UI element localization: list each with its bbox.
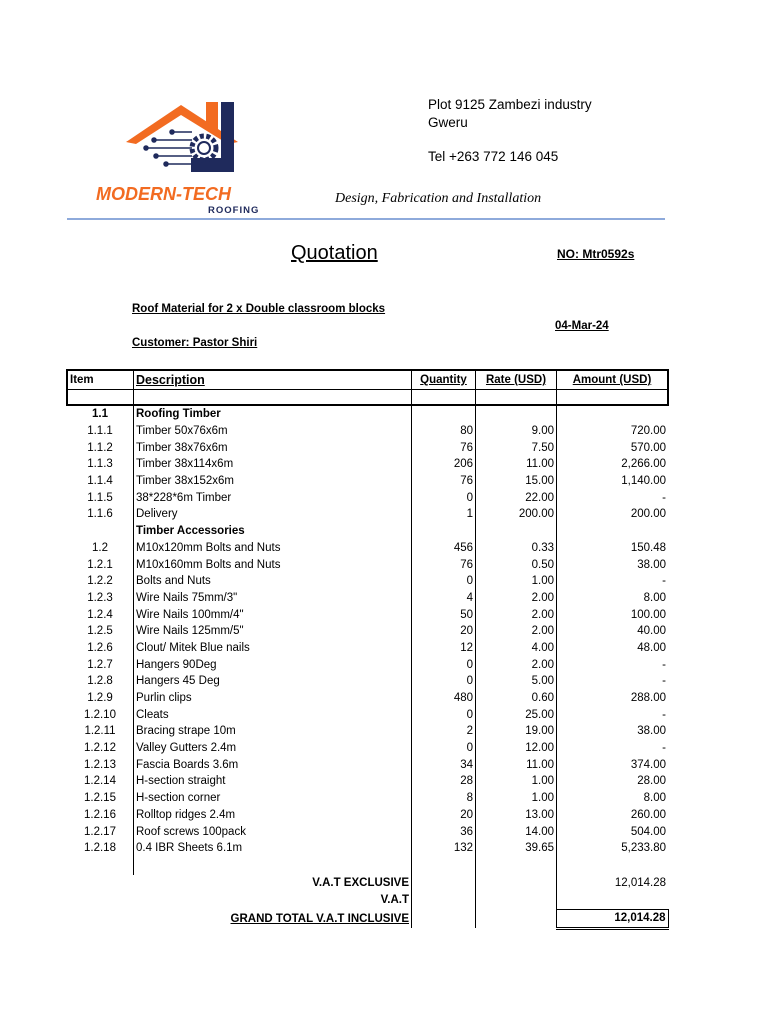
table-body xyxy=(67,405,668,857)
table-row xyxy=(67,823,668,840)
description-cell: Fascia Boards 3.6m xyxy=(134,756,412,773)
amount-cell: 38.00 xyxy=(637,558,666,571)
description-cell: Timber 38x114x6m xyxy=(134,456,412,473)
table-row xyxy=(67,556,668,573)
quotation-subject: Roof Material for 2 x Double classroom blocks xyxy=(132,303,386,315)
item-cell: 1.1 xyxy=(92,408,108,421)
amount-cell: - xyxy=(662,491,666,504)
amount-cell: 38.00 xyxy=(637,725,666,738)
description-cell: Valley Gutters 2.4m xyxy=(134,740,412,757)
rate-cell: 1.00 xyxy=(476,790,557,807)
item-cell: 1.2.16 xyxy=(84,808,116,821)
quantity-cell: 0 xyxy=(412,740,476,757)
rate-cell: 200.00 xyxy=(476,506,557,523)
quantity-cell xyxy=(412,405,476,423)
quantity-cell: 8 xyxy=(412,790,476,807)
grand-total-value: 12,014.28 xyxy=(557,909,669,928)
amount-cell: - xyxy=(662,708,666,721)
description-cell: Hangers 90Deg xyxy=(134,656,412,673)
description-cell: Timber 38x76x6m xyxy=(134,439,412,456)
item-cell: 1.2.2 xyxy=(87,575,113,588)
rate-cell: 9.00 xyxy=(476,423,557,440)
item-cell: 1.1.3 xyxy=(87,458,113,471)
item-cell xyxy=(67,523,134,540)
quantity-cell: 2 xyxy=(412,723,476,740)
grand-total-label: GRAND TOTAL V.A.T INCLUSIVE xyxy=(134,909,412,928)
item-cell: 1.2.7 xyxy=(87,658,113,671)
rate-cell: 12.00 xyxy=(476,740,557,757)
rate-cell: 22.00 xyxy=(476,489,557,506)
quantity-cell: 4 xyxy=(412,590,476,607)
house-gear-logo-icon xyxy=(96,100,286,215)
rate-cell: 11.00 xyxy=(476,756,557,773)
item-cell: 1.1.4 xyxy=(87,475,113,488)
quantity-cell: 12 xyxy=(412,640,476,657)
quantity-cell: 80 xyxy=(412,423,476,440)
rate-cell: 2.00 xyxy=(476,590,557,607)
description-cell: H-section straight xyxy=(134,773,412,790)
rate-cell: 19.00 xyxy=(476,723,557,740)
table-row xyxy=(67,807,668,824)
amount-cell: 200.00 xyxy=(630,508,666,521)
amount-cell: 570.00 xyxy=(630,441,666,454)
vat-exclusive-row xyxy=(67,875,668,892)
quantity-cell: 1 xyxy=(412,506,476,523)
rate-cell: 11.00 xyxy=(476,456,557,473)
table-row xyxy=(67,740,668,757)
header-divider xyxy=(67,218,665,220)
amount-cell: 28.00 xyxy=(637,775,666,788)
item-cell: 1.2.15 xyxy=(84,792,116,805)
description-cell: Rolltop ridges 2.4m xyxy=(134,807,412,824)
item-cell: 1.2.6 xyxy=(87,641,113,654)
table-header xyxy=(67,370,668,390)
rate-cell xyxy=(476,405,557,423)
header-amount: Amount (USD) xyxy=(557,370,669,390)
item-cell: 1.2.14 xyxy=(84,775,116,788)
description-cell: Timber Accessories xyxy=(134,523,412,540)
description-cell: Cleats xyxy=(134,706,412,723)
vat-value xyxy=(557,892,669,910)
quantity-cell: 36 xyxy=(412,823,476,840)
rate-cell: 5.00 xyxy=(476,673,557,690)
quotation-table xyxy=(66,369,669,930)
section-row xyxy=(67,523,668,540)
address-line-2: Gweru xyxy=(428,115,468,130)
header-description: Description xyxy=(134,370,412,390)
quantity-cell: 20 xyxy=(412,807,476,824)
item-cell: 1.2.13 xyxy=(84,758,116,771)
quantity-cell: 0 xyxy=(412,489,476,506)
table-row xyxy=(67,606,668,623)
item-cell: 1.2.17 xyxy=(84,825,116,838)
amount-cell: 48.00 xyxy=(637,641,666,654)
amount-cell: 288.00 xyxy=(630,692,666,705)
page-title: Quotation xyxy=(291,242,378,264)
quantity-cell: 0 xyxy=(412,656,476,673)
amount-cell xyxy=(557,405,669,423)
table-row xyxy=(67,723,668,740)
amount-cell: 100.00 xyxy=(630,608,666,621)
item-cell: 1.2.10 xyxy=(84,708,116,721)
table-row xyxy=(67,473,668,490)
amount-cell: 504.00 xyxy=(630,825,666,838)
item-cell: 1.2.4 xyxy=(87,608,113,621)
amount-cell: 8.00 xyxy=(643,792,666,805)
rate-cell: 0.60 xyxy=(476,690,557,707)
amount-cell: - xyxy=(662,742,666,755)
rate-cell: 2.00 xyxy=(476,623,557,640)
quantity-cell: 132 xyxy=(412,840,476,857)
description-cell: Wire Nails 75mm/3" xyxy=(134,590,412,607)
quantity-cell: 20 xyxy=(412,623,476,640)
quantity-cell: 0 xyxy=(412,573,476,590)
amount-cell: 720.00 xyxy=(630,425,666,438)
amount-cell: 2,266.00 xyxy=(621,458,666,471)
company-tagline: Design, Fabrication and Installation xyxy=(335,191,542,206)
spacer-row xyxy=(67,857,668,875)
rate-cell: 7.50 xyxy=(476,439,557,456)
logo-wordmark: MODERN-TECH xyxy=(96,184,231,204)
table-row xyxy=(67,790,668,807)
description-cell: 38*228*6m Timber xyxy=(134,489,412,506)
amount-cell: 150.48 xyxy=(630,541,666,554)
table-row xyxy=(67,423,668,440)
quantity-cell: 0 xyxy=(412,706,476,723)
amount-cell: - xyxy=(662,658,666,671)
quantity-cell xyxy=(412,523,476,540)
quantity-cell: 0 xyxy=(412,673,476,690)
quantity-cell: 76 xyxy=(412,473,476,490)
rate-cell: 13.00 xyxy=(476,807,557,824)
description-cell: Delivery xyxy=(134,506,412,523)
table-row xyxy=(67,673,668,690)
description-cell: Purlin clips xyxy=(134,690,412,707)
item-cell: 1.1.1 xyxy=(87,425,113,438)
rate-cell: 1.00 xyxy=(476,573,557,590)
table-row xyxy=(67,706,668,723)
header-rate: Rate (USD) xyxy=(476,370,557,390)
blank-row xyxy=(67,390,668,406)
description-cell: Bracing strape 10m xyxy=(134,723,412,740)
grand-total-row xyxy=(67,909,668,928)
rate-cell: 4.00 xyxy=(476,640,557,657)
table-row xyxy=(67,456,668,473)
item-cell: 1.2.8 xyxy=(87,675,113,688)
item-cell: 1.2.9 xyxy=(87,692,113,705)
amount-cell: 40.00 xyxy=(637,625,666,638)
amount-cell: 260.00 xyxy=(630,808,666,821)
table-row xyxy=(67,656,668,673)
amount-cell: - xyxy=(662,575,666,588)
item-cell: 1.2.3 xyxy=(87,591,113,604)
vat-row xyxy=(67,892,668,910)
item-cell: 1.1.2 xyxy=(87,441,113,454)
table-row xyxy=(67,439,668,456)
quantity-cell: 50 xyxy=(412,606,476,623)
description-cell: Roofing Timber xyxy=(134,405,412,423)
description-cell: Hangers 45 Deg xyxy=(134,673,412,690)
description-cell: Bolts and Nuts xyxy=(134,573,412,590)
item-cell: 1.2.1 xyxy=(87,558,113,571)
quotation-number: NO: Mtr0592s xyxy=(557,247,635,261)
rate-cell: 0.50 xyxy=(476,556,557,573)
quantity-cell: 206 xyxy=(412,456,476,473)
rate-cell xyxy=(476,523,557,540)
section-row xyxy=(67,405,668,423)
rate-cell: 25.00 xyxy=(476,706,557,723)
table-row xyxy=(67,756,668,773)
vat-label: V.A.T xyxy=(134,892,412,910)
table-row xyxy=(67,690,668,707)
rate-cell: 39.65 xyxy=(476,840,557,857)
header-item: Item xyxy=(67,370,134,390)
logo-subtitle: ROOFING xyxy=(208,205,260,215)
quantity-cell: 480 xyxy=(412,690,476,707)
amount-cell: 1,140.00 xyxy=(621,475,666,488)
table-row xyxy=(67,573,668,590)
table-row xyxy=(67,623,668,640)
description-cell: M10x120mm Bolts and Nuts xyxy=(134,540,412,557)
item-cell: 1.2.18 xyxy=(84,842,116,855)
description-cell: 0.4 IBR Sheets 6.1m xyxy=(134,840,412,857)
description-cell: Wire Nails 125mm/5" xyxy=(134,623,412,640)
amount-cell xyxy=(557,523,669,540)
table-row xyxy=(67,640,668,657)
amount-cell: - xyxy=(662,675,666,688)
table-row xyxy=(67,489,668,506)
quantity-cell: 28 xyxy=(412,773,476,790)
amount-cell: 8.00 xyxy=(643,591,666,604)
description-cell: Timber 50x76x6m xyxy=(134,423,412,440)
item-cell: 1.2.11 xyxy=(84,725,116,738)
rate-cell: 2.00 xyxy=(476,606,557,623)
description-cell: Clout/ Mitek Blue nails xyxy=(134,640,412,657)
table-row xyxy=(67,506,668,523)
item-cell: 1.2.5 xyxy=(87,625,113,638)
item-cell: 1.2 xyxy=(92,541,108,554)
address-line-1: Plot 9125 Zambezi industry xyxy=(428,97,592,112)
description-cell: M10x160mm Bolts and Nuts xyxy=(134,556,412,573)
quantity-cell: 76 xyxy=(412,556,476,573)
header-quantity: Quantity xyxy=(412,370,476,390)
description-cell: Wire Nails 100mm/4" xyxy=(134,606,412,623)
rate-cell: 0.33 xyxy=(476,540,557,557)
company-logo xyxy=(96,100,286,215)
phone-number: Tel +263 772 146 045 xyxy=(428,149,559,164)
table-row xyxy=(67,840,668,857)
description-cell: H-section corner xyxy=(134,790,412,807)
item-cell: 1.2.12 xyxy=(84,742,116,755)
quotation-date: 04-Mar-24 xyxy=(555,320,609,332)
description-cell: Roof screws 100pack xyxy=(134,823,412,840)
quantity-cell: 34 xyxy=(412,756,476,773)
amount-cell: 374.00 xyxy=(630,758,666,771)
vat-exclusive-value: 12,014.28 xyxy=(557,875,669,892)
rate-cell: 2.00 xyxy=(476,656,557,673)
rate-cell: 14.00 xyxy=(476,823,557,840)
rate-cell: 1.00 xyxy=(476,773,557,790)
item-cell: 1.1.5 xyxy=(87,491,113,504)
item-cell: 1.1.6 xyxy=(87,508,113,521)
customer-name: Customer: Pastor Shiri xyxy=(132,337,258,349)
description-cell: Timber 38x152x6m xyxy=(134,473,412,490)
quantity-cell: 456 xyxy=(412,540,476,557)
quantity-cell: 76 xyxy=(412,439,476,456)
table-row xyxy=(67,590,668,607)
rate-cell: 15.00 xyxy=(476,473,557,490)
table-row xyxy=(67,773,668,790)
table-row xyxy=(67,540,668,557)
amount-cell: 5,233.80 xyxy=(621,842,666,855)
vat-exclusive-label: V.A.T EXCLUSIVE xyxy=(134,875,412,892)
